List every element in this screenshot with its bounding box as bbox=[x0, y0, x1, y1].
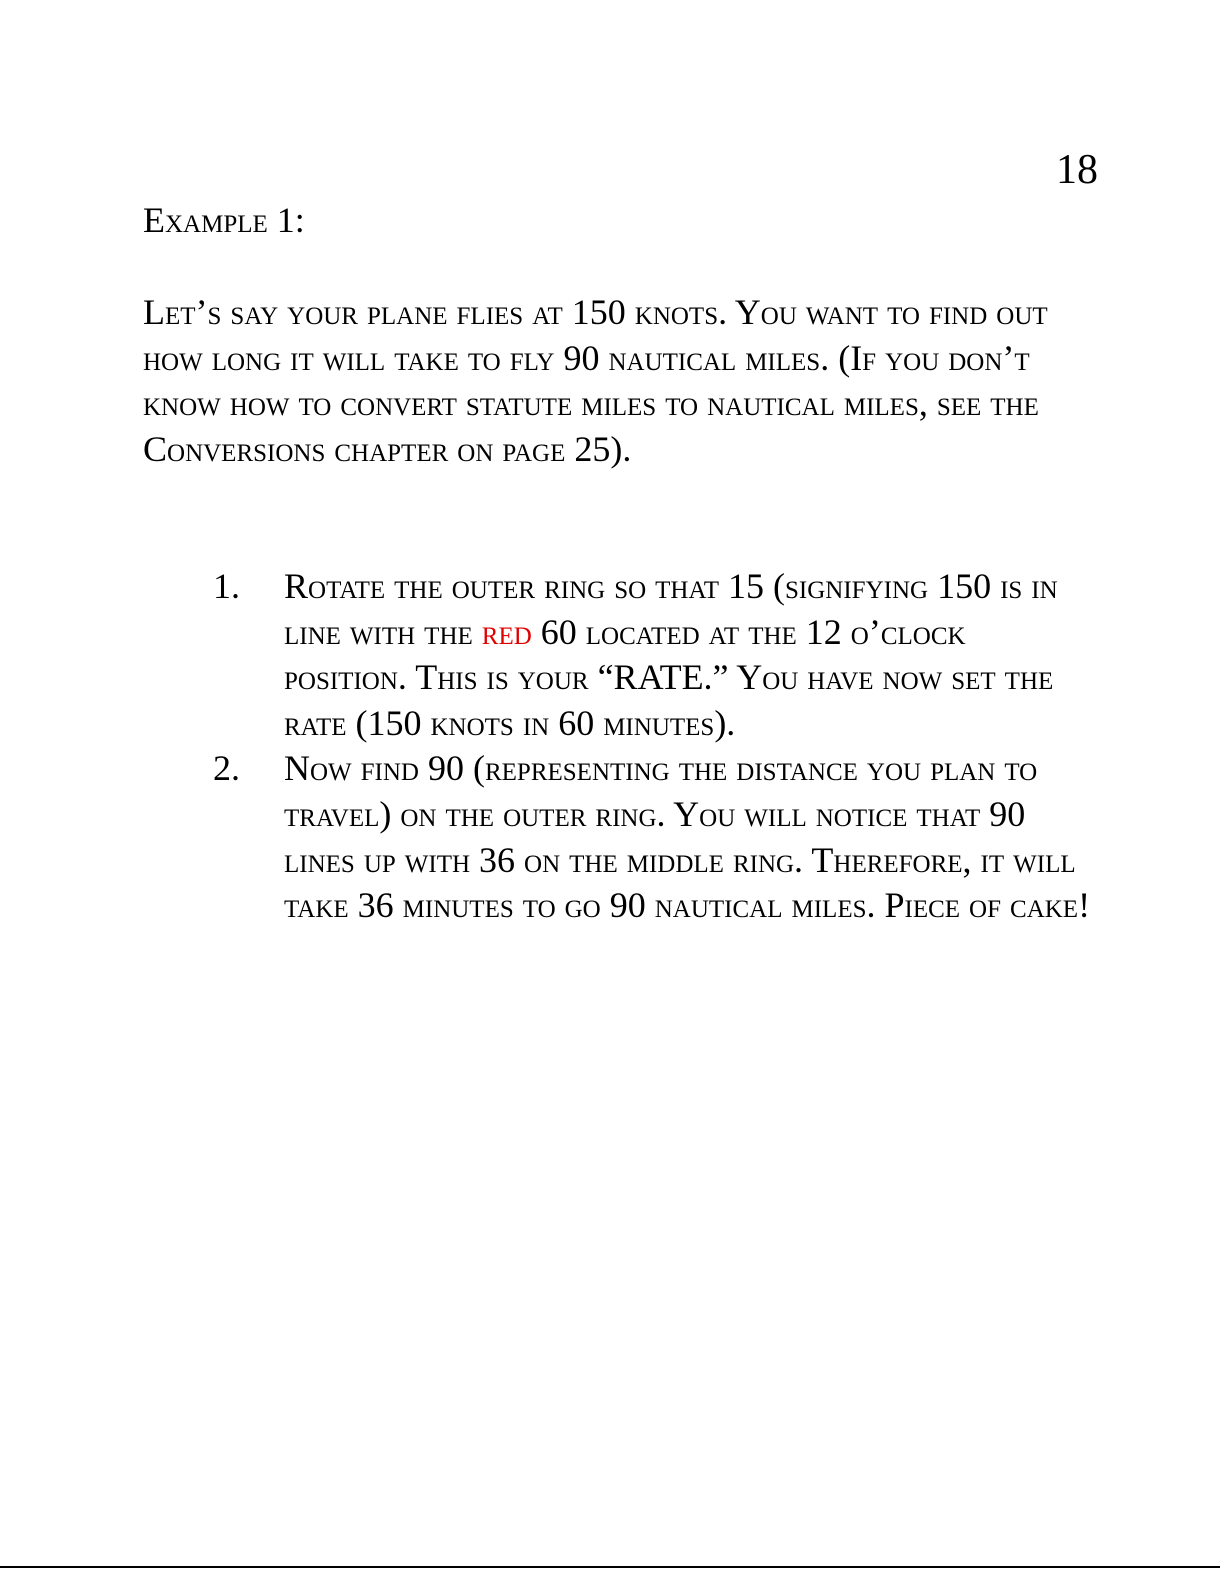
example-heading: Example 1: bbox=[143, 200, 305, 240]
step-number: 2. bbox=[213, 748, 240, 789]
step-text: Rotate the outer ring so that 15 (signifying 150 is in line with the bbox=[284, 566, 1058, 652]
red-word: red bbox=[481, 611, 532, 652]
step-item bbox=[213, 564, 1093, 746]
intro-paragraph: Let’s say your plane flies at 150 knots. You want to find out how long it will take to fly 90 nautical miles. (If you don’t know how to convert statute miles to nautical miles, see the Conversions chapter on page 25). bbox=[143, 292, 1048, 469]
bottom-rule bbox=[0, 1566, 1220, 1568]
steps-list bbox=[213, 564, 1093, 929]
step-item bbox=[213, 746, 1093, 928]
step-text: Now find 90 (representing the distance you plan to travel) on the outer ring. You will notice that 90 lines up with 36 on the middle ring. Therefore, it will take 36 minutes to go 90 nautical miles. Piece of cake! bbox=[284, 748, 1091, 926]
page-number: 18 bbox=[1056, 147, 1098, 193]
step-number: 1. bbox=[213, 566, 240, 606]
step-text-continued: 60 located at the 12 o’clock position. This is your “RATE.” You have now set the rate (150 knots in 60 minutes). bbox=[284, 611, 1054, 743]
